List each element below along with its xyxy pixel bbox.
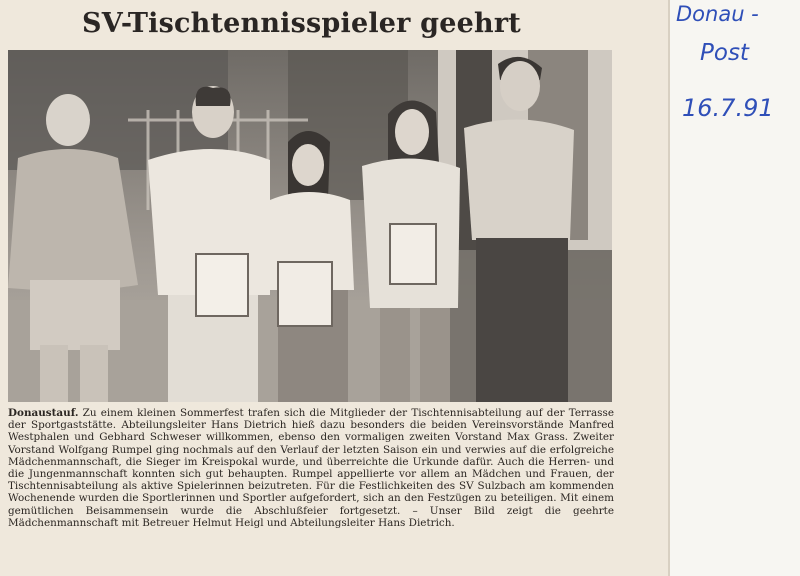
handwritten-source-note [676,0,800,150]
handnote-newspaper: Donau - [676,2,759,26]
clipping-edge [668,0,670,576]
team-photo-image [8,50,612,402]
article-headline: SV-Tischtennisspieler geehrt [82,8,521,39]
caption-body: Zu einem kleinen Sommerfest trafen sich die Mitglieder der Tischtennisabteilung auf der Terrasse der Sportgaststätte. Abteilungsleiter Hans Dietrich hieß dazu besonders die beiden Vereinsvorstände Manfred Westphalen und Gebhard Schweser willkommen, ebenso den vormaligen zweiten Vorstand Max Grass. Zweiter Vorstand Wolfgang Rumpel ging nochmals auf den Verlauf der letzten Saison ein und verwies auf die erfolgreiche Mädchenmannschaft, die Sieger im Kreispokal wurde, und überreichte die Urkunde dafür. Auch die Herren- und die Jungenmannschaft konnten sich gut behaupten. Rumpel appellierte vor allem an Mädchen und Frauen, der Tischtennisabteilung als aktive Spielerinnen beizutreten. Für die Festlichkeiten des SV Sulzbach am kommenden Wochenende wurden die Sportlerinnen und Sportler aufgefordert, sich an den Festzügen zu beteiligen. Mit einem gemütlichen Beisammensein wurde die Abschlußfeier fortgesetzt. – Unser Bild zeigt die geehrte Mädchenmannschaft mit Betreuer Helmut Heigl und Abteilungsleiter Hans Dietrich. [8,407,614,529]
handnote-date: 16.7.91 [682,94,774,122]
handnote-newspaper-2: Post [700,40,749,66]
team-photo [8,50,612,402]
bleed-through-text [545,12,655,38]
article-caption [8,407,614,572]
caption-dateline: Donaustauf. [8,407,79,419]
